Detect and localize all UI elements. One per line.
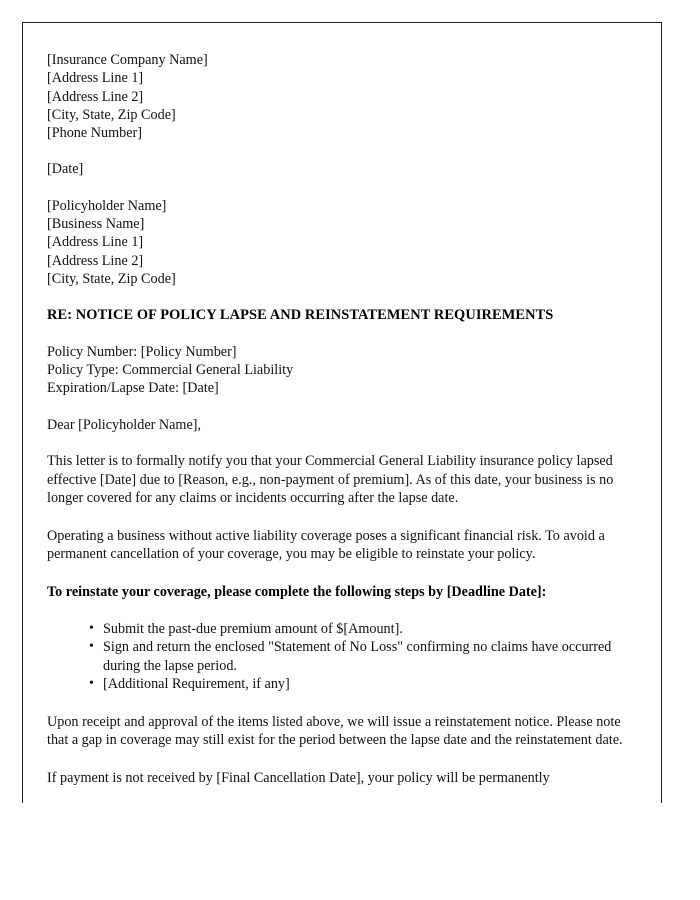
- spacer: [47, 602, 635, 620]
- spacer: [47, 142, 635, 160]
- spacer: [47, 564, 635, 583]
- recipient-address-line: [City, State, Zip Code]: [47, 270, 176, 287]
- policy-lapse-date-line: Expiration/Lapse Date: [Date]: [47, 380, 219, 397]
- subject-line: RE: NOTICE OF POLICY LAPSE AND REINSTATEMENT REQUIREMENTS: [47, 307, 554, 324]
- sender-address-line: [Address Line 2]: [47, 88, 144, 105]
- sender-address-line: [City, State, Zip Code]: [47, 106, 176, 123]
- spacer: [47, 750, 635, 769]
- list-item: • [Additional Requirement, if any]: [89, 675, 635, 694]
- letter-page: [22, 22, 662, 803]
- body-paragraph-2: Operating a business without active liability coverage poses a significant financial risk. To avoid a permanent cancellation of your coverage, you may be eligible to reinstate your policy.: [47, 527, 605, 563]
- body-paragraph-1: This letter is to formally notify you that your Commercial General Liability insurance policy lapsed effective [Date] due to [Reason, e.g., non-payment of premium]. As of this date, your business is no longer covered for any claims or incidents occurring after the lapse date.: [47, 452, 614, 507]
- list-item: • Submit the past-due premium amount of $[Amount].: [89, 620, 635, 639]
- letter-date: [Date]: [47, 161, 84, 178]
- sender-address-block: [47, 51, 635, 142]
- reinstatement-steps-list: [47, 620, 635, 694]
- spacer: [47, 398, 635, 416]
- spacer: [47, 434, 635, 452]
- spacer: [47, 508, 635, 527]
- recipient-address-line: [Address Line 2]: [47, 252, 144, 269]
- letter-body: [23, 23, 661, 788]
- spacer: [47, 325, 635, 343]
- reinstatement-steps-heading: To reinstate your coverage, please complete the following steps by [Deadline Date]:: [47, 583, 547, 600]
- list-item: • Sign and return the enclosed "Statement of No Loss" confirming no claims have occurred during the lapse period.: [89, 638, 635, 675]
- policy-number-line: Policy Number: [Policy Number]: [47, 343, 237, 360]
- recipient-address-line: [Business Name]: [47, 216, 145, 233]
- body-paragraph-3: Upon receipt and approval of the items listed above, we will issue a reinstatement notice. Please note that a gap in coverage may still exist for the period between the lapse date and the reinstatement date.: [47, 713, 623, 749]
- sender-address-line: [Address Line 1]: [47, 70, 144, 87]
- body-paragraph-4: If payment is not received by [Final Cancellation Date], your policy will be permanently: [47, 770, 550, 787]
- policy-type-line: Policy Type: Commercial General Liability: [47, 362, 294, 379]
- recipient-address-line: [Address Line 1]: [47, 234, 144, 251]
- recipient-address-line: [Policyholder Name]: [47, 197, 167, 214]
- policy-details-block: [47, 343, 635, 398]
- sender-address-line: [Phone Number]: [47, 125, 142, 142]
- spacer: [47, 288, 635, 306]
- spacer: [47, 694, 635, 713]
- spacer: [47, 179, 635, 197]
- sender-address-line: [Insurance Company Name]: [47, 52, 208, 68]
- recipient-address-block: [47, 197, 635, 288]
- salutation: Dear [Policyholder Name],: [47, 416, 202, 433]
